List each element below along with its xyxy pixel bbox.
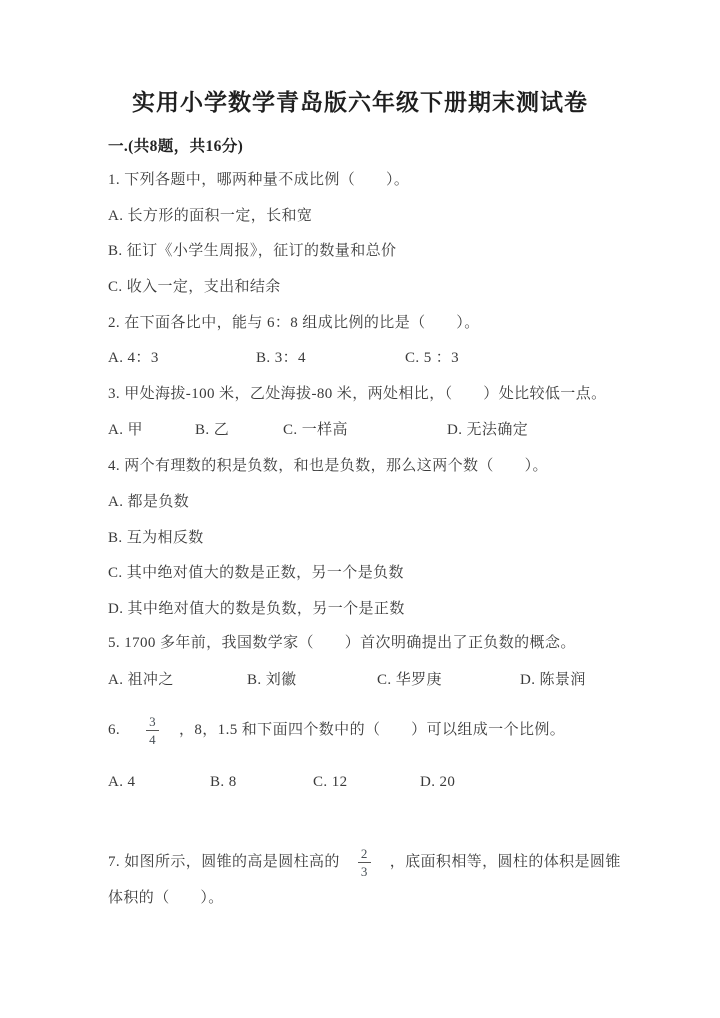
fraction-denominator: 4 xyxy=(149,731,156,747)
section-heading: 一.(共8题，共16分) xyxy=(108,138,244,155)
question-6-options-row xyxy=(108,772,720,792)
question-3-option-c: C. 一样高 xyxy=(283,422,348,438)
fraction-denominator: 3 xyxy=(360,863,368,879)
question-4-option-c: C. 其中绝对值大的数是正数，另一个是负数 xyxy=(108,565,404,581)
question-7-stem-before: 7. 如图所示，圆锥的高是圆柱高的 xyxy=(108,854,340,870)
question-7-stem-line1 xyxy=(108,840,621,884)
question-5-option-b: B. 刘徽 xyxy=(247,672,297,688)
question-5-option-d: D. 陈景润 xyxy=(520,672,586,688)
question-5-options-row xyxy=(108,670,720,690)
question-3-options-row xyxy=(108,420,720,440)
question-6-option-b: B. 8 xyxy=(210,774,237,790)
question-2-options-row xyxy=(108,348,720,368)
fraction-three-fourths xyxy=(146,714,159,747)
question-5-stem: 5. 1700 多年前，我国数学家（ ）首次明确提出了正负数的概念。 xyxy=(108,635,576,651)
document-title: 实用小学数学青岛版六年级下册期末测试卷 xyxy=(132,90,588,115)
question-4-option-a: A. 都是负数 xyxy=(108,494,190,510)
question-2-option-c: C. 5 ：3 xyxy=(405,350,460,366)
question-6-option-a: A. 4 xyxy=(108,774,136,790)
question-7-stem-after: ，底面积相等，圆柱的体积是圆锥 xyxy=(389,854,621,870)
question-5-option-c: C. 华罗庚 xyxy=(377,672,442,688)
question-2-stem: 2. 在下面各比中，能与 6：8 组成比例的比是（ ）。 xyxy=(108,315,480,331)
question-2-option-b: B. 3：4 xyxy=(256,350,306,366)
question-1-option-a: A. 长方形的面积一定，长和宽 xyxy=(108,208,313,224)
question-6-number: 6. xyxy=(108,722,121,738)
question-4-option-b: B. 互为相反数 xyxy=(108,530,204,546)
question-6-option-d: D. 20 xyxy=(420,774,456,790)
question-3-option-d: D. 无法确定 xyxy=(447,422,529,438)
question-6-option-c: C. 12 xyxy=(313,774,348,790)
question-4-stem: 4. 两个有理数的积是负数，和也是负数，那么这两个数（ ）。 xyxy=(108,458,548,474)
question-1-option-c: C. 收入一定，支出和结余 xyxy=(108,279,281,295)
question-3-stem: 3. 甲处海拔-100 米，乙处海拔-80 米，两处相比，（ ）处比较低一点。 xyxy=(108,386,607,402)
fraction-numerator: 2 xyxy=(358,846,371,863)
question-7-stem-line2: 体积的（ ）。 xyxy=(108,890,224,906)
question-2-option-a: A. 4：3 xyxy=(108,350,159,366)
question-4-option-d: D. 其中绝对值大的数是负数，另一个是正数 xyxy=(108,601,405,617)
question-6-stem-text: ，8，1.5 和下面四个数中的（ ）可以组成一个比例。 xyxy=(178,722,566,738)
question-3-option-a: A. 甲 xyxy=(108,422,143,438)
question-5-option-a: A. 祖冲之 xyxy=(108,672,174,688)
question-6-stem xyxy=(108,708,565,752)
fraction-numerator: 3 xyxy=(146,714,159,731)
fraction-two-thirds xyxy=(358,846,371,879)
question-3-option-b: B. 乙 xyxy=(195,422,230,438)
question-1-option-b: B. 征订《小学生周报》，征订的数量和总价 xyxy=(108,243,397,259)
question-1-stem: 1. 下列各题中，哪两种量不成比例（ ）。 xyxy=(108,172,410,188)
